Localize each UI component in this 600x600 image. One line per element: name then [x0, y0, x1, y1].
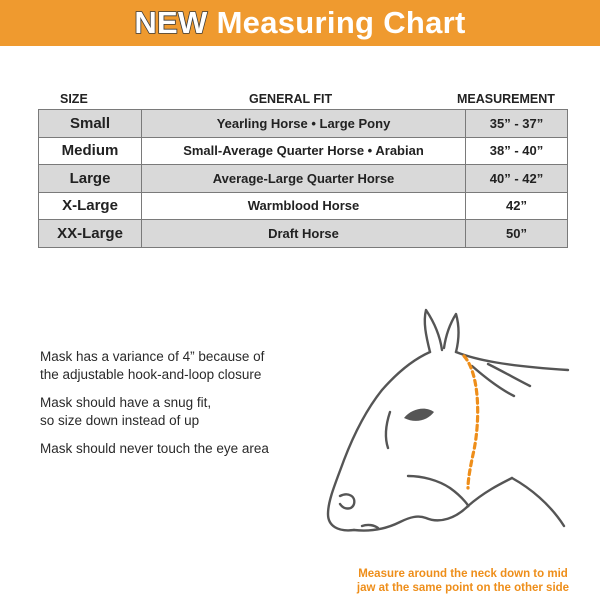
table-row	[39, 110, 568, 138]
measurement-cell: 40” - 42”	[466, 165, 568, 193]
size-cell: Medium	[39, 137, 142, 165]
measure-line	[464, 356, 478, 488]
size-cell: X-Large	[39, 192, 142, 220]
table-row	[39, 137, 568, 165]
fit-cell: Small-Average Quarter Horse • Arabian	[142, 137, 466, 165]
fit-cell: Yearling Horse • Large Pony	[142, 110, 466, 138]
measure-caption: Measure around the neck down to mid jaw at the same point on the other side	[356, 568, 570, 594]
size-cell: Large	[39, 165, 142, 193]
note-variance: Mask has a variance of 4” because of the adjustable hook-and-loop closure	[40, 349, 265, 382]
horse-head-icon	[318, 300, 588, 562]
measurement-cell: 50”	[466, 220, 568, 248]
fit-cell: Average-Large Quarter Horse	[142, 165, 466, 193]
new-label: NEW	[134, 5, 208, 40]
horse-eye-icon	[404, 409, 434, 421]
measurement-cell: 35” - 37”	[466, 110, 568, 138]
fit-cell: Draft Horse	[142, 220, 466, 248]
column-header-measurement: MEASUREMENT	[457, 92, 555, 106]
title-text: Measuring Chart	[216, 5, 466, 40]
column-header-general-fit: GENERAL FIT	[249, 92, 333, 106]
header-banner	[0, 0, 600, 46]
table-row	[39, 192, 568, 220]
size-cell: Small	[39, 110, 142, 138]
size-cell: XX-Large	[39, 220, 142, 248]
measurement-cell: 38” - 40”	[466, 137, 568, 165]
fit-cell: Warmblood Horse	[142, 192, 466, 220]
size-table	[38, 109, 568, 248]
note-snug-fit: Mask should have a snug fit, so size down instead of up	[40, 395, 212, 428]
measurement-cell: 42”	[466, 192, 568, 220]
column-header-size: SIZE	[60, 92, 88, 106]
table-row	[39, 165, 568, 193]
fit-notes	[40, 348, 320, 468]
page-title	[134, 5, 465, 41]
note-eye-area: Mask should never touch the eye area	[40, 441, 269, 456]
table-row	[39, 220, 568, 248]
